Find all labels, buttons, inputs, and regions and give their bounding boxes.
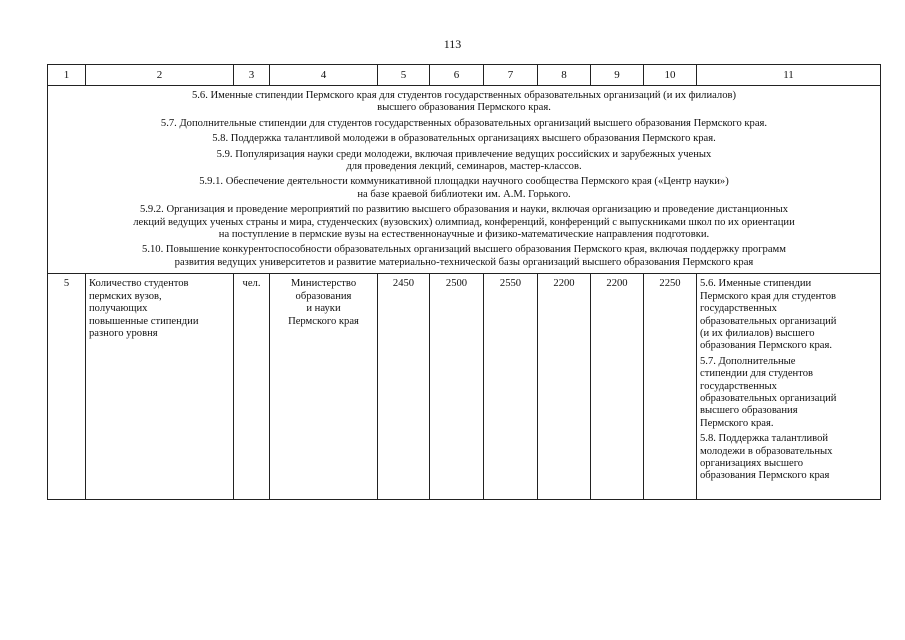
linked-measures-cell [697,274,881,500]
section-line: 5.9.1. Обеспечение деятельности коммуникативной площадки научного сообщества Пермского края («Центр науки») на базе краевой библиотеки им. А.М. Горького. [199,176,729,200]
column-number-row [48,65,881,86]
column-number: 4 [270,65,378,86]
section-line: 5.8. Поддержка талантливой молодежи в образовательных организациях высшего образования Пермского края. [212,133,716,145]
section-header-row [48,86,881,274]
linked-measure: 5.7. Дополнительные стипендии для студентов государственных образовательных организаций высшего образования Пермского края. [700,355,837,429]
linked-measure: 5.6. Именные стипендии Пермского края для студентов государственных образовательных организаций (и их филиалов) высшего образования Пермского края. [700,278,837,352]
column-number: 5 [378,65,430,86]
indicator-value: 2200 [591,274,644,500]
indicator-name: Количество студентов пермских вузов, получающих повышенные стипендии разного уровня [86,274,234,500]
page-number: 113 [443,37,462,51]
section-line: 5.6. Именные стипендии Пермского края для студентов государственных образовательных организаций (и их филиалов) высшего образования Пермского края. [191,90,737,114]
table-row [48,274,881,500]
indicator-value: 2250 [644,274,697,500]
indicators-table [47,64,881,500]
column-number: 6 [430,65,484,86]
column-number: 3 [234,65,270,86]
indicator-value: 2200 [538,274,591,500]
column-number: 10 [644,65,697,86]
section-line: 5.9. Популяризация науки среди молодежи, включая привлечение ведущих российских и зарубежных ученых для проведения лекций, семинаров, мастер-классов. [216,148,712,173]
column-number: 2 [86,65,234,86]
linked-measure: 5.8. Поддержка талантливой молодежи в образовательных организациях высшего образования Пермского края [700,433,833,482]
responsible-body: Министерство образования и науки Пермского края [270,274,378,500]
column-number: 7 [484,65,538,86]
indicator-value: 2500 [430,274,484,500]
column-number: 8 [538,65,591,86]
section-line: 5.7. Дополнительные стипендии для студентов государственных образовательных организаций высшего образования Пермского края. [160,117,768,129]
column-number: 11 [697,65,881,86]
row-number: 5 [48,274,86,500]
section-line: 5.9.2. Организация и проведение мероприятий по развитию высшего образования и науки, включая организацию и проведение дистанционных лекций ведущих ученых страны и мира, студенческих (вузовских) олимпиад, конференций, конференций с выпускниками школ по их ориентации на поступление в пермские вузы на естественнонаучные и физико-математические направления подготовки. [133,204,795,241]
column-number: 1 [48,65,86,86]
section-header-cell [48,86,881,274]
indicator-value: 2450 [378,274,430,500]
section-line: 5.10. Повышение конкурентоспособности образовательных организаций высшего образования Пермского края, включая поддержку программ развития ведущих университетов и развитие материально-технической базы организаций высшего образования Пермского края [142,244,786,268]
unit-of-measure: чел. [234,274,270,500]
column-number: 9 [591,65,644,86]
indicator-value: 2550 [484,274,538,500]
